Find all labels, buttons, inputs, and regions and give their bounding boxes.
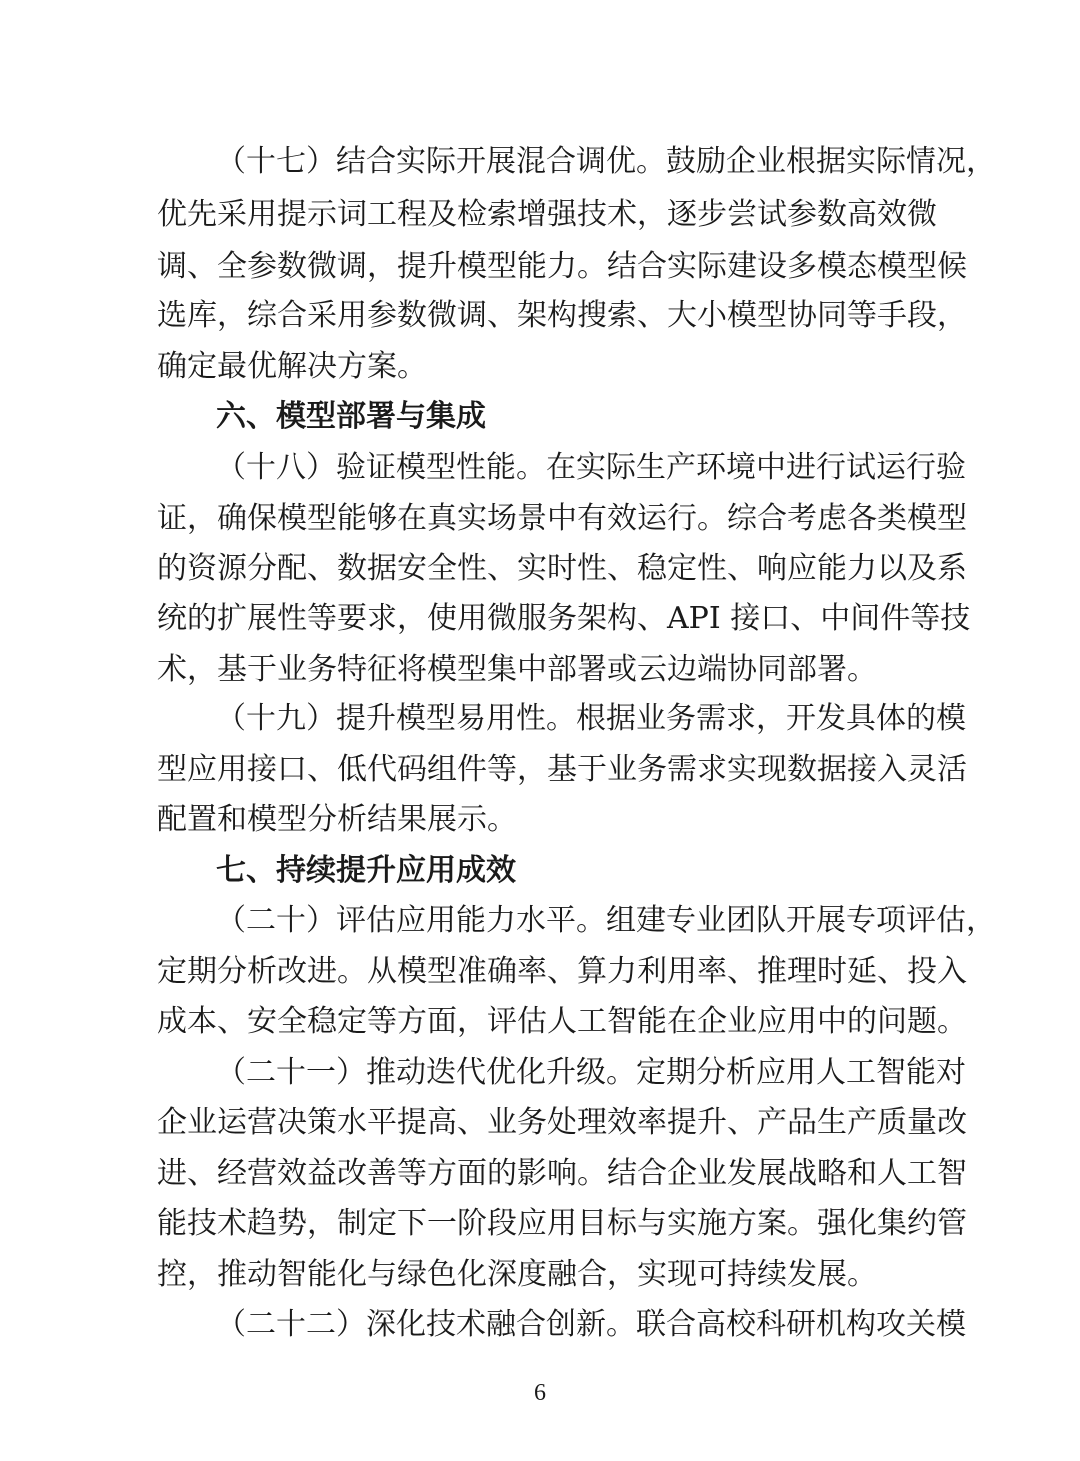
- paragraph-22-line-1: （二十二）深化技术融合创新。联合高校科研机构攻关模: [216, 1307, 966, 1342]
- paragraph-21-line-4: 能技术趋势，制定下一阶段应用目标与实施方案。强化集约管: [157, 1206, 967, 1241]
- section-7-heading: 七、持续提升应用成效: [216, 853, 516, 888]
- paragraph-17-line-4: 选库，综合采用参数微调、架构搜索、大小模型协同等手段，: [157, 298, 967, 333]
- paragraph-21-line-1: （二十一）推动迭代优化升级。定期分析应用人工智能对: [216, 1055, 966, 1090]
- paragraph-17-line-3: 调、全参数微调，提升模型能力。结合实际建设多模态模型候: [157, 249, 967, 284]
- paragraph-17-line-2: 优先采用提示词工程及检索增强技术，逐步尝试参数高效微: [157, 197, 937, 232]
- section-6-heading: 六、模型部署与集成: [216, 399, 486, 434]
- paragraph-20-line-3: 成本、安全稳定等方面，评估人工智能在企业应用中的问题。: [157, 1004, 967, 1039]
- paragraph-20-line-1: （二十）评估应用能力水平。组建专业团队开展专项评估，: [216, 903, 996, 938]
- paragraph-19-line-3: 配置和模型分析结果展示。: [157, 802, 517, 837]
- paragraph-18-line-3: 的资源分配、数据安全性、实时性、稳定性、响应能力以及系: [157, 551, 967, 586]
- paragraph-17-line-1: （十七）结合实际开展混合调优。鼓励企业根据实际情况，: [216, 144, 996, 179]
- paragraph-21-line-3: 进、经营效益改善等方面的影响。结合企业发展战略和人工智: [157, 1156, 967, 1191]
- paragraph-17-line-5: 确定最优解决方案。: [157, 349, 427, 384]
- page-number: 6: [534, 1380, 546, 1406]
- paragraph-19-line-1: （十九）提升模型易用性。根据业务需求，开发具体的模: [216, 701, 966, 736]
- paragraph-18-line-5: 术，基于业务特征将模型集中部署或云边端协同部署。: [157, 652, 877, 687]
- paragraph-19-line-2: 型应用接口、低代码组件等，基于业务需求实现数据接入灵活: [157, 752, 967, 787]
- paragraph-21-line-5: 控，推动智能化与绿色化深度融合，实现可持续发展。: [157, 1257, 877, 1292]
- paragraph-18-line-1: （十八）验证模型性能。在实际生产环境中进行试运行验: [216, 450, 966, 485]
- paragraph-20-line-2: 定期分析改进。从模型准确率、算力利用率、推理时延、投入: [157, 954, 967, 989]
- paragraph-18-line-4: 统的扩展性等要求，使用微服务架构、API 接口、中间件等技: [157, 601, 971, 636]
- paragraph-18-line-2: 证，确保模型能够在真实场景中有效运行。综合考虑各类模型: [157, 501, 967, 536]
- paragraph-21-line-2: 企业运营决策水平提高、业务处理效率提升、产品生产质量改: [157, 1105, 967, 1140]
